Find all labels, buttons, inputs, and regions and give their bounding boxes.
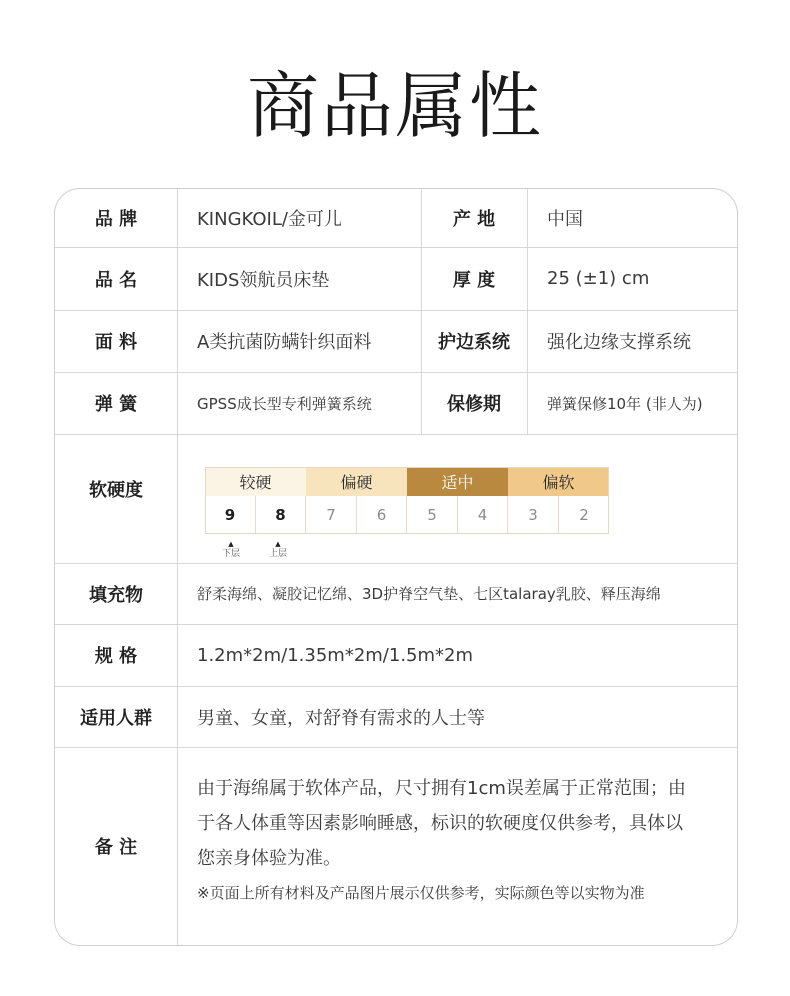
upper-layer-marker (266, 539, 290, 559)
triangle-up-icon: ▲ (228, 540, 234, 548)
origin-value: 中国 (547, 209, 583, 230)
remark-line: 于各人体重等因素影响睡感，标识的软硬度仅供参考，具体以 (197, 813, 683, 834)
edge-support-value: 强化边缘支撑系统 (547, 332, 691, 353)
spring-label: 弹 簧 (94, 394, 138, 415)
spring-value: GPSS成长型专利弹簧系统 (197, 394, 372, 413)
scale-group-medium: 适中 (407, 467, 508, 496)
scale-level: 2 (579, 506, 589, 524)
size-label: 规 格 (94, 646, 138, 667)
name-label: 品 名 (94, 269, 138, 291)
scale-level: 7 (306, 496, 357, 534)
attribute-table (54, 188, 738, 946)
audience-value: 男童、女童，对舒脊有需求的人士等 (197, 707, 485, 729)
scale-level: 6 (357, 496, 407, 534)
name-value: KIDS领航员床垫 (197, 269, 330, 291)
scale-level: 9 (205, 496, 256, 534)
upper-layer-label: 上层 (268, 549, 287, 559)
scale-group-medium-firm: 偏硬 (306, 467, 407, 496)
page-title: 商品属性 (246, 64, 543, 148)
filling-value: 舒柔海绵、凝胶记忆绵、3D护脊空气垫、七区talaray乳胶、释压海绵 (197, 585, 661, 603)
size-value: 1.2m*2m/1.35m*2m/1.5m*2m (197, 644, 474, 666)
remark-text (197, 771, 727, 911)
warranty-label: 保修期 (447, 394, 501, 415)
remark-line: 由于海绵属于软体产品，尺寸拥有1cm误差属于正常范围；由 (197, 778, 686, 799)
lower-layer-label: 下层 (221, 549, 240, 559)
thickness-value: 25 (±1) cm (547, 268, 650, 289)
fabric-value: A类抗菌防螨针织面料 (197, 332, 372, 353)
warranty-value: 弹簧保修10年 (非人为) (547, 394, 703, 413)
lower-layer-marker (219, 539, 243, 559)
scale-level: 4 (458, 496, 508, 534)
thickness-label: 厚 度 (452, 269, 496, 291)
brand-label: 品 牌 (94, 209, 138, 230)
scale-level: 3 (508, 496, 559, 534)
scale-level: 8 (256, 496, 306, 534)
scale-level: 5 (407, 496, 458, 534)
scale-group-firm: 较硬 (205, 467, 306, 496)
filling-label: 填充物 (89, 584, 143, 606)
brand-value: KINGKOIL/金可儿 (197, 209, 342, 230)
hardness-label: 软硬度 (89, 480, 143, 501)
remark-footnote: ※页面上所有材料及产品图片展示仅供参考，实际颜色等以实物为准 (197, 884, 645, 902)
origin-label: 产 地 (452, 209, 496, 230)
hardness-scale (205, 467, 609, 565)
fabric-label: 面 料 (94, 332, 138, 353)
remark-label: 备 注 (94, 837, 138, 858)
remark-line: 您亲身体验为准。 (197, 848, 341, 869)
audience-label: 适用人群 (80, 707, 152, 729)
scale-group-soft: 偏软 (508, 467, 609, 496)
edge-support-label: 护边系统 (438, 332, 510, 353)
triangle-up-icon: ▲ (275, 540, 281, 548)
